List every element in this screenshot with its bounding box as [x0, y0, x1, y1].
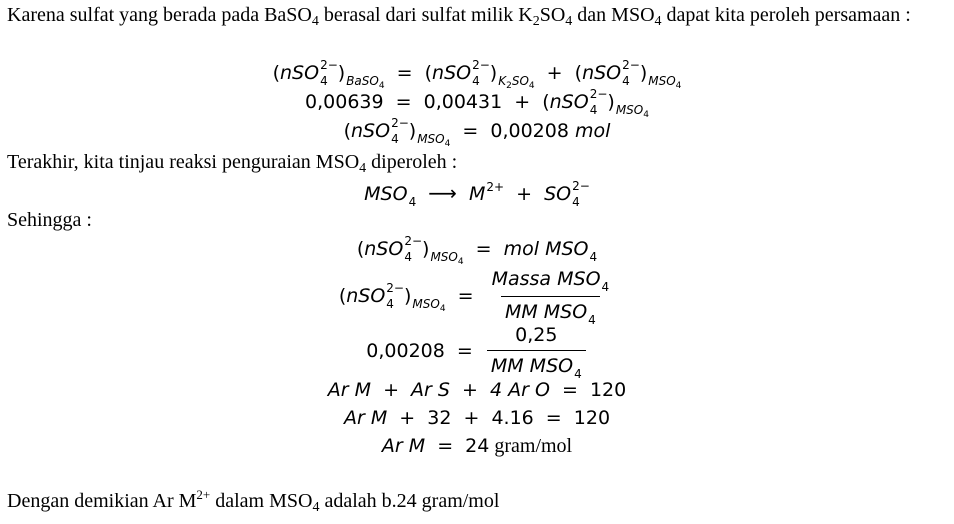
- paren: ): [489, 62, 498, 84]
- subscript: [498, 74, 535, 91]
- paragraph-2: [7, 150, 942, 177]
- paren: (: [343, 120, 351, 142]
- equation-8: [0, 322, 954, 381]
- eq-text: nSO: [351, 120, 391, 142]
- eq-text: SO: [544, 183, 572, 205]
- eq-value: 0,00431: [423, 91, 503, 113]
- eq-text: nSO: [582, 62, 622, 84]
- equals-sign: =: [456, 340, 473, 362]
- plus-sign: +: [463, 407, 480, 429]
- paren: ): [639, 62, 648, 84]
- sup-sub: [572, 178, 590, 209]
- subscript: 4: [386, 296, 394, 311]
- superscript: 2−: [391, 115, 409, 130]
- superscript: 2−: [622, 57, 640, 72]
- sup-sub: [472, 57, 490, 88]
- equation-7: [0, 266, 954, 327]
- equation-10: [0, 405, 954, 431]
- equals-sign: =: [395, 91, 412, 113]
- sup-sub: [386, 280, 404, 311]
- paren: (: [424, 62, 433, 84]
- reaction-equation: [0, 180, 954, 209]
- equals-sign: =: [457, 285, 474, 307]
- eq-text: MSO: [648, 74, 676, 88]
- sup-sub: [404, 233, 423, 264]
- subscript: 4: [311, 14, 319, 29]
- superscript: 2−: [572, 178, 590, 193]
- superscript: 2+: [196, 487, 211, 502]
- superscript: 2+: [486, 180, 505, 194]
- eq-unit: gram/mol: [489, 435, 573, 457]
- arrow-icon: ⟶: [428, 181, 457, 205]
- subscript: 4: [359, 161, 367, 176]
- plus-sign: +: [462, 379, 478, 401]
- paragraph-text: dalam MSO: [210, 490, 313, 512]
- eq-text: MM MSO: [490, 355, 574, 377]
- paragraph-text: diperoleh :: [366, 151, 458, 173]
- subscript: 4: [439, 304, 446, 314]
- superscript: 2−: [320, 57, 338, 72]
- eq-text: K: [498, 74, 507, 88]
- subscript: 4: [457, 257, 464, 267]
- equation-11: [0, 433, 954, 459]
- eq-value: 24: [465, 435, 490, 457]
- eq-text: MM MSO: [504, 301, 588, 323]
- fraction: [487, 322, 586, 381]
- eq-text: MSO: [430, 250, 458, 264]
- numerator: [488, 266, 614, 296]
- paren: (: [574, 62, 583, 84]
- eq-text: mol MSO: [503, 238, 589, 260]
- eq-value: 32: [427, 407, 452, 429]
- subscript: 4: [574, 367, 582, 381]
- paren: (: [272, 62, 281, 84]
- subscript: 4: [444, 139, 451, 149]
- plus-sign: +: [516, 183, 533, 205]
- eq-value: 4.16: [491, 407, 534, 429]
- subscript: [412, 297, 446, 314]
- sup-sub: [589, 86, 608, 117]
- subscript: [615, 103, 649, 120]
- subscript: 4: [588, 313, 596, 327]
- subscript: 4: [654, 14, 662, 29]
- eq-text: BaSO: [346, 74, 379, 88]
- eq-text: M: [468, 183, 486, 205]
- plus-sign: +: [399, 407, 416, 429]
- plus-sign: +: [514, 91, 531, 113]
- equals-sign: =: [396, 62, 413, 84]
- equation-3: [0, 115, 954, 149]
- intro-text-5: dapat kita peroleh persamaan :: [661, 4, 911, 26]
- equation-1: [0, 57, 954, 91]
- paren: (: [542, 91, 550, 113]
- paragraph-text: Dengan demikian Ar M: [7, 490, 197, 512]
- subscript: [417, 132, 451, 149]
- plus-sign: +: [383, 379, 399, 401]
- superscript: 2−: [404, 233, 423, 248]
- paragraph-text: Terakhir, kita tinjau reaksi penguraian MSO: [7, 151, 360, 173]
- equals-sign: =: [462, 120, 479, 142]
- eq-text: Massa MSO: [491, 268, 601, 290]
- intro-text-3: SO: [539, 4, 566, 26]
- eq-text: Ar M: [343, 407, 388, 429]
- equation-9: [0, 377, 954, 403]
- paren: ): [408, 120, 417, 142]
- subscript: 2: [506, 81, 512, 91]
- eq-text: Ar M: [381, 435, 426, 457]
- subscript: 4: [472, 73, 480, 88]
- paren: ): [422, 238, 430, 260]
- eq-value: 0,00208: [490, 120, 569, 142]
- subscript: 2: [532, 14, 540, 29]
- subscript: 4: [572, 194, 580, 209]
- numerator: 0,25: [515, 324, 558, 346]
- superscript: 2−: [589, 86, 608, 101]
- paren: (: [338, 285, 347, 307]
- sup-sub: [320, 57, 338, 88]
- eq-text: Ar M: [327, 379, 372, 401]
- subscript: 4: [528, 81, 535, 91]
- subscript: 4: [320, 73, 328, 88]
- subscript: 4: [589, 102, 598, 117]
- eq-value: 120: [589, 379, 627, 401]
- subscript: [346, 74, 385, 91]
- equation-6: [0, 233, 954, 267]
- superscript: 2−: [386, 280, 404, 295]
- intro-paragraph: [7, 3, 942, 30]
- eq-text: nSO: [346, 285, 386, 307]
- subscript: 4: [601, 280, 610, 294]
- equals-sign: =: [475, 238, 492, 260]
- paragraph-3: [7, 208, 942, 233]
- eq-text: nSO: [280, 62, 320, 84]
- eq-value: 0,00208: [366, 340, 445, 362]
- conclusion-paragraph: [7, 489, 942, 516]
- sup-sub: [391, 115, 409, 146]
- paragraph-text: Sehingga :: [7, 209, 92, 231]
- intro-text-4: dan MSO: [572, 4, 655, 26]
- subscript: 4: [675, 81, 682, 91]
- paragraph-text: adalah b.24 gram/mol: [319, 490, 500, 512]
- eq-text: nSO: [432, 62, 472, 84]
- superscript: 2−: [472, 57, 490, 72]
- intro-text-1: Karena sulfat yang berada pada BaSO: [7, 4, 312, 26]
- subscript: 4: [408, 195, 417, 209]
- sup-sub: [622, 57, 640, 88]
- paren: ): [607, 91, 615, 113]
- eq-text: SO: [511, 74, 529, 88]
- plus-sign: +: [546, 62, 563, 84]
- subscript: 4: [643, 110, 649, 120]
- eq-value: 0,00639: [305, 91, 384, 113]
- equals-sign: =: [545, 407, 562, 429]
- eq-text: 4 Ar O: [489, 379, 550, 401]
- subscript: 4: [565, 14, 573, 29]
- subscript: 4: [404, 249, 412, 264]
- subscript: 4: [391, 131, 399, 146]
- fraction: [488, 266, 614, 327]
- eq-text: nSO: [364, 238, 404, 260]
- paren: ): [404, 285, 412, 307]
- subscript: [430, 250, 464, 267]
- eq-text: MSO: [412, 297, 440, 311]
- eq-text: MSO: [364, 183, 408, 205]
- eq-text: Ar S: [411, 379, 450, 401]
- subscript: [648, 74, 682, 91]
- eq-text: nSO: [549, 91, 589, 113]
- subscript: 4: [589, 250, 598, 264]
- eq-unit: mol: [574, 120, 611, 142]
- paren: ): [337, 62, 346, 84]
- intro-text-2: berasal dari sulfat milik K: [318, 4, 533, 26]
- subscript: 4: [312, 500, 320, 515]
- eq-text: MSO: [615, 103, 644, 117]
- equals-sign: =: [561, 379, 578, 401]
- equation-2: [0, 86, 954, 120]
- equals-sign: =: [437, 435, 454, 457]
- eq-value: 120: [573, 407, 611, 429]
- subscript: 4: [622, 73, 630, 88]
- subscript: 4: [378, 81, 385, 91]
- paren: (: [356, 238, 365, 260]
- eq-text: MSO: [417, 132, 445, 146]
